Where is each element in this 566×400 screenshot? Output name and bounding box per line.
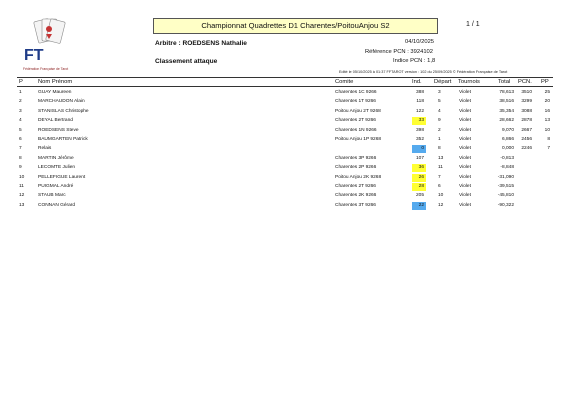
cell-total: 35,354 <box>499 108 514 114</box>
cell-total: -0,813 <box>500 155 514 161</box>
cell-p: 6 <box>19 137 22 142</box>
cell-depart: 9 <box>438 118 441 124</box>
cell-nom: BAUMGARTEN Patrick <box>38 137 88 142</box>
cell-tournois: Violet <box>459 174 471 180</box>
cell-depart: 13 <box>438 155 444 161</box>
cell-total: -39,515 <box>497 184 514 189</box>
table-row <box>0 202 566 211</box>
cell-pcn: 3510 <box>521 90 532 95</box>
table-row <box>0 183 566 192</box>
col-header-nom: Nom Prénom <box>38 79 73 85</box>
cell-nom: STANISLAS Christophe <box>38 108 89 114</box>
cell-ind: 0 <box>421 146 424 152</box>
cell-comite: Charentes 2P 9266 <box>335 165 377 171</box>
cell-total: -90,322 <box>497 202 514 208</box>
cell-p: 13 <box>19 202 25 208</box>
cell-total: 28,662 <box>499 118 514 124</box>
cell-pcn: 2878 <box>521 118 532 124</box>
cell-total: 6,866 <box>501 137 514 142</box>
table-row <box>0 89 566 98</box>
col-header-p: P <box>19 79 23 85</box>
svg-text:FT: FT <box>24 47 44 64</box>
cell-pp: 8 <box>547 137 550 142</box>
cell-depart: 2 <box>438 127 441 133</box>
cell-total: 38,516 <box>499 99 514 105</box>
cell-pp: 7 <box>547 146 550 152</box>
cell-comite: Charentes 1N 9266 <box>335 127 377 133</box>
table-row <box>0 164 566 173</box>
cell-nom: CONNAN Gérard <box>38 202 76 208</box>
cell-depart: 11 <box>438 165 443 171</box>
cell-pcn: 3088 <box>521 108 532 114</box>
cell-depart: 6 <box>438 184 441 189</box>
cell-ind: 205 <box>415 193 424 199</box>
page-number: 1 / 1 <box>466 21 480 28</box>
col-header-ind: Ind. <box>412 79 422 85</box>
cell-tournois: Violet <box>459 90 471 95</box>
cell-p: 10 <box>19 174 25 180</box>
cell-comite: Charentes 2T 9266 <box>335 118 376 124</box>
cell-tournois: Violet <box>459 165 471 171</box>
cell-comite: Charentes 3P 9266 <box>335 155 377 161</box>
header-bottom-rule <box>17 86 553 87</box>
cell-depart: 1 <box>438 137 441 142</box>
edition-note: Edité le 05/10/2025 à 01:37 FFTAROT version : 102 du 25/09/2025 © Fédération Française de Tarot <box>339 70 508 74</box>
cell-pp: 25 <box>544 90 550 95</box>
cell-nom: STAUB Marc <box>38 193 66 199</box>
arbitre-label: Arbitre : ROEDSENS Nathalie <box>155 40 247 47</box>
cell-p: 4 <box>19 118 22 124</box>
cell-pcn: 3299 <box>521 99 532 105</box>
cell-nom: PELLEFIGUE Laurent <box>38 174 86 180</box>
page-title: Championnat Quadrettes D1 Charentes/PoitouAnjou S2 <box>153 18 438 34</box>
cell-ind: 22 <box>418 202 424 208</box>
cards-logo-icon <box>18 18 72 76</box>
cell-p: 11 <box>19 184 24 189</box>
cell-pcn: 2667 <box>521 127 532 133</box>
cell-tournois: Violet <box>459 118 471 124</box>
indice-pcn: Indice PCN : 1,8 <box>393 58 436 64</box>
cell-ind: 28 <box>418 184 424 189</box>
cell-nom: LECOMTE Julien <box>38 165 76 171</box>
cell-p: 3 <box>19 108 22 114</box>
cell-comite: Poitou Anjou 2K 9268 <box>335 174 382 180</box>
cell-ind: 118 <box>416 99 424 105</box>
cell-tournois: Violet <box>459 108 471 114</box>
cell-ind: 352 <box>415 137 424 142</box>
cell-depart: 12 <box>438 202 444 208</box>
cell-ind: 388 <box>415 90 424 95</box>
cell-ind: 398 <box>415 127 424 133</box>
table-row <box>0 155 566 164</box>
cell-nom: MARTIN Jérôme <box>38 155 74 161</box>
classement-label: Classement attaque <box>155 58 218 65</box>
cell-pp: 16 <box>544 108 550 114</box>
table-row <box>0 98 566 107</box>
cell-pp: 10 <box>544 127 550 133</box>
cell-p: 7 <box>19 146 22 152</box>
col-header-comite: Comite <box>335 79 354 85</box>
table-row <box>0 127 566 136</box>
cell-depart: 5 <box>438 99 441 105</box>
cell-depart: 4 <box>438 108 441 114</box>
cell-p: 5 <box>19 127 22 133</box>
table-row <box>0 108 566 117</box>
cell-nom: ROEDSENS Steve <box>38 127 79 133</box>
cell-tournois: Violet <box>459 193 471 199</box>
col-header-tournois: Tournois <box>458 79 480 85</box>
cell-nom: DEYAL Bertrand <box>38 118 73 124</box>
table-row <box>0 192 566 201</box>
cell-tournois: Violet <box>459 127 471 133</box>
cell-comite: Poitou Anjou 2T 9268 <box>335 108 381 114</box>
table-row <box>0 117 566 126</box>
cell-tournois: Violet <box>459 99 471 105</box>
cell-pp: 20 <box>544 99 550 105</box>
cell-p: 8 <box>19 155 22 161</box>
event-date: 04/10/2025 <box>405 39 435 45</box>
cell-comite: Charentes 1T 9266 <box>335 99 376 105</box>
cell-pp: 13 <box>544 118 550 124</box>
cell-depart: 7 <box>438 174 441 180</box>
cell-depart: 8 <box>438 146 441 152</box>
cell-comite: Charentes 1C 9266 <box>335 90 377 95</box>
col-header-pp: PP <box>541 79 549 85</box>
cell-pcn: 2246 <box>521 146 532 152</box>
cell-total: -45,810 <box>497 193 514 199</box>
cell-depart: 10 <box>438 193 444 199</box>
header-top-rule <box>17 77 553 78</box>
svg-text:Fédération Française de Tarot: Fédération Française de Tarot <box>23 67 69 71</box>
cell-p: 9 <box>19 165 22 171</box>
cell-total: 78,613 <box>499 90 514 95</box>
table-row <box>0 136 566 145</box>
cell-comite: Charentes 3T 9266 <box>335 202 376 208</box>
cell-total: 9,070 <box>501 127 514 133</box>
cell-pcn: 2456 <box>521 137 532 142</box>
cell-nom: Relais <box>38 146 52 152</box>
cell-nom: MARCHAUDON Alain <box>38 99 85 105</box>
cell-depart: 3 <box>438 90 441 95</box>
cell-ind: 26 <box>418 174 424 180</box>
cell-nom: PUIGMAL André <box>38 184 74 189</box>
reference-pcn: Référence PCN : 3924102 <box>365 49 433 55</box>
cell-tournois: Violet <box>459 184 471 189</box>
col-header-pcn: PCN. <box>518 79 532 85</box>
cell-tournois: Violet <box>459 137 471 142</box>
cell-p: 12 <box>19 193 25 199</box>
cell-p: 1 <box>19 90 22 95</box>
cell-ind: 122 <box>415 108 424 114</box>
col-header-depart: Départ <box>434 79 452 85</box>
cell-total: -31,090 <box>497 174 514 180</box>
cell-nom: GUAY Maureen <box>38 90 72 95</box>
table-row <box>0 174 566 183</box>
cell-comite: Poitou Anjou 1P 9268 <box>335 137 382 142</box>
cell-tournois: Violet <box>459 202 471 208</box>
cell-total: 0,000 <box>501 146 514 152</box>
cell-comite: Charentes 2T 9266 <box>335 184 376 189</box>
cell-p: 2 <box>19 99 22 105</box>
table-row <box>0 145 566 154</box>
cell-total: -8,848 <box>500 165 514 171</box>
cell-ind: 36 <box>418 165 424 171</box>
cell-tournois: Violet <box>459 155 471 161</box>
cell-ind: 33 <box>418 118 424 124</box>
fft-logo <box>18 18 72 76</box>
cell-ind: 107 <box>415 155 424 161</box>
col-header-total: Total <box>498 79 511 85</box>
cell-comite: Charentes 2K 9266 <box>335 193 377 199</box>
cell-tournois: Violet <box>459 146 471 152</box>
